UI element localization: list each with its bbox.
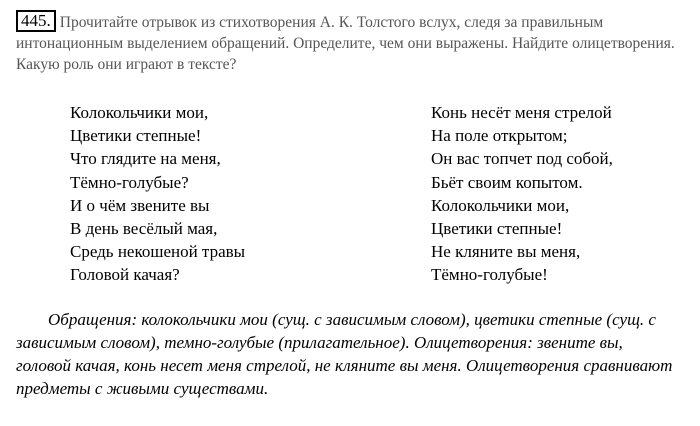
task-statement <box>16 10 686 75</box>
poem-line: В день весёлый мая, <box>70 219 218 239</box>
task-instructions: Прочитайте отрывок из стихотворения А. К. Толстого вслух, следя за правильным интонационным выделением обращений. Определите, чем они выражены. Найдите олицетворения. Какую роль они играют в тексте? <box>16 14 675 73</box>
poem-line: И о чём звените вы <box>70 195 210 215</box>
poem-line: Колокольчики мои, <box>70 103 209 122</box>
answer-paragraph: Обращения: колокольчики мои (сущ. с зависимым словом), цветики степные (сущ. с зависимым словом), темно-голубые (прилагательное). Олицетворения: звените вы, головой качая, конь несет меня стрелой, не кляните вы меня. Олицетворения сравнивают предметы с живыми существами. <box>16 310 673 398</box>
poem-right-column <box>431 101 613 287</box>
poem-line: Средь некошеной травы <box>70 242 246 262</box>
poem-line: Тёмно-голубые! <box>431 265 548 285</box>
poem-line: Тёмно-голубые? <box>70 172 189 192</box>
poem-line: Он вас топчет под собой, <box>431 149 613 169</box>
poem-line: Колокольчики мои, <box>431 195 570 215</box>
poem-line: Что глядите на меня, <box>70 149 221 169</box>
poem-line: Бьёт своим копытом. <box>431 172 583 192</box>
task-number-badge: 445. <box>16 10 56 32</box>
poem-line: Конь несёт меня стрелой <box>431 103 612 122</box>
poem-line: Головой качая? <box>70 265 180 285</box>
poem-line: На поле открытом; <box>431 126 568 146</box>
poem-line: Цветики степные! <box>431 219 563 239</box>
poem-line: Цветики степные! <box>70 126 202 146</box>
poem-line: Не кляните вы меня, <box>431 242 581 262</box>
poem-left-column <box>70 101 245 287</box>
